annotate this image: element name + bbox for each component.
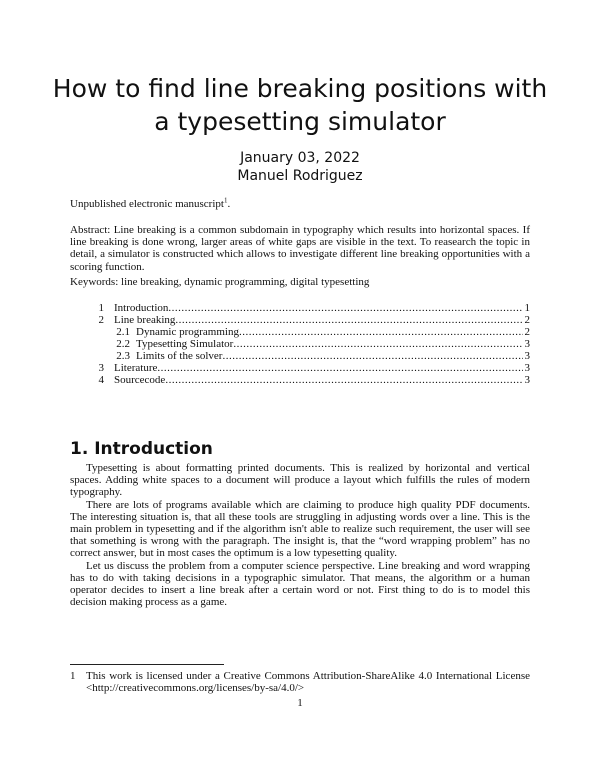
toc-entry[interactable]	[70, 374, 530, 386]
document-author: Manuel Rodriguez	[237, 168, 363, 184]
toc-leader-dots	[175, 314, 522, 326]
toc-entry[interactable]	[70, 362, 530, 374]
toc-entry-page: 3	[524, 350, 530, 362]
footnote-text: This work is licensed under a Creative Commons Attribution-ShareAlike 4.0 International License <http://creativecommons.org/licenses/by-sa/4.0/>	[86, 670, 530, 695]
toc-entry-page: 3	[524, 374, 530, 386]
toc-entry-page: 2	[524, 314, 530, 326]
toc-entry-page: 1	[524, 302, 530, 314]
toc-entry-title[interactable]: Sourcecode	[114, 374, 166, 386]
footnote-rule	[70, 664, 224, 665]
manuscript-note-text: Unpublished electronic manuscript	[70, 198, 224, 210]
toc-leader-dots	[165, 374, 522, 386]
toc-leader-dots	[157, 362, 522, 374]
toc-entry-number: 3	[98, 362, 104, 374]
keywords: Keywords: line breaking, dynamic programming, digital typesetting	[70, 276, 370, 288]
toc-entry-title[interactable]: Introduction	[114, 302, 169, 314]
table-of-contents	[70, 302, 530, 386]
toc-entry[interactable]	[70, 326, 530, 338]
toc-entry[interactable]	[70, 350, 530, 362]
toc-entry-page: 2	[524, 326, 530, 338]
footnote-reference[interactable]: 1	[223, 196, 228, 205]
document-title	[0, 72, 600, 138]
abstract: Abstract: Line breaking is a common subdomain in typography which results into horizontal spaces. If line breaking is done wrong, larger areas of white gaps are visible in the text. To reasearch the topic in detail, a simulator is constructed which allows to investigate different line breaking opportunities with a scoring function.	[70, 224, 530, 273]
toc-leader-dots	[239, 326, 523, 338]
toc-entry-page: 3	[524, 362, 530, 374]
toc-entry-title[interactable]: Literature	[114, 362, 158, 374]
toc-entry-number: 2	[98, 314, 104, 326]
toc-leader-dots	[222, 350, 522, 362]
footnote	[70, 670, 530, 694]
toc-entry[interactable]	[70, 302, 530, 314]
toc-entry-title[interactable]: Line breaking	[114, 314, 176, 326]
section-heading-introduction: 1. Introduction	[70, 439, 213, 459]
title-line-2: a typesetting simulator	[154, 107, 446, 136]
page-number: 1	[297, 697, 303, 709]
toc-entry-page: 3	[524, 338, 530, 350]
document-date: January 03, 2022	[240, 150, 360, 166]
toc-entry-number: 1	[98, 302, 104, 314]
toc-entry-number: 2.3	[116, 350, 130, 362]
manuscript-note	[70, 198, 530, 210]
paragraph: Typesetting is about formatting printed documents. This is realized by horizontal and vertical spaces. Adding white spaces to a document will produce a layout which fulfills the rules of modern typography.	[70, 462, 530, 499]
toc-entry-number: 4	[98, 374, 104, 386]
footnote-mark: 1	[70, 670, 76, 682]
toc-leader-dots	[168, 302, 522, 314]
toc-entry-number: 2.2	[116, 338, 130, 350]
toc-entry-number: 2.1	[116, 326, 130, 338]
toc-entry-title[interactable]: Limits of the solver	[136, 350, 223, 362]
introduction-body	[70, 462, 530, 608]
toc-entry-title[interactable]: Typesetting Simulator	[136, 338, 234, 350]
toc-entry[interactable]	[70, 314, 530, 326]
title-line-1: How to find line breaking positions with	[52, 74, 548, 103]
toc-leader-dots	[233, 338, 522, 350]
toc-entry[interactable]	[70, 338, 530, 350]
paragraph: There are lots of programs available which are claiming to produce high quality PDF documents. The interesting situation is, that all these tools are struggling in adjusting words over a line. This is the main problem in typesetting and if the algorithm isn't able to realize such requirement, the user will see that something is wrong with the paragraph. The insight is, that the “word wrapping problem” has no correct answer, but in most cases the optimum is a low typesetting quality.	[70, 498, 530, 560]
manuscript-note-end: .	[227, 198, 231, 210]
toc-entry-title[interactable]: Dynamic programming	[136, 326, 239, 338]
paragraph: Let us discuss the problem from a computer science perspective. Line breaking and word wrapping has to do with taking decisions in a typographic simulator. That means, the algorithm or a human operator decides to insert a line break after a certain word or not. First thing to do is to model this decision making process as a game.	[70, 559, 530, 609]
